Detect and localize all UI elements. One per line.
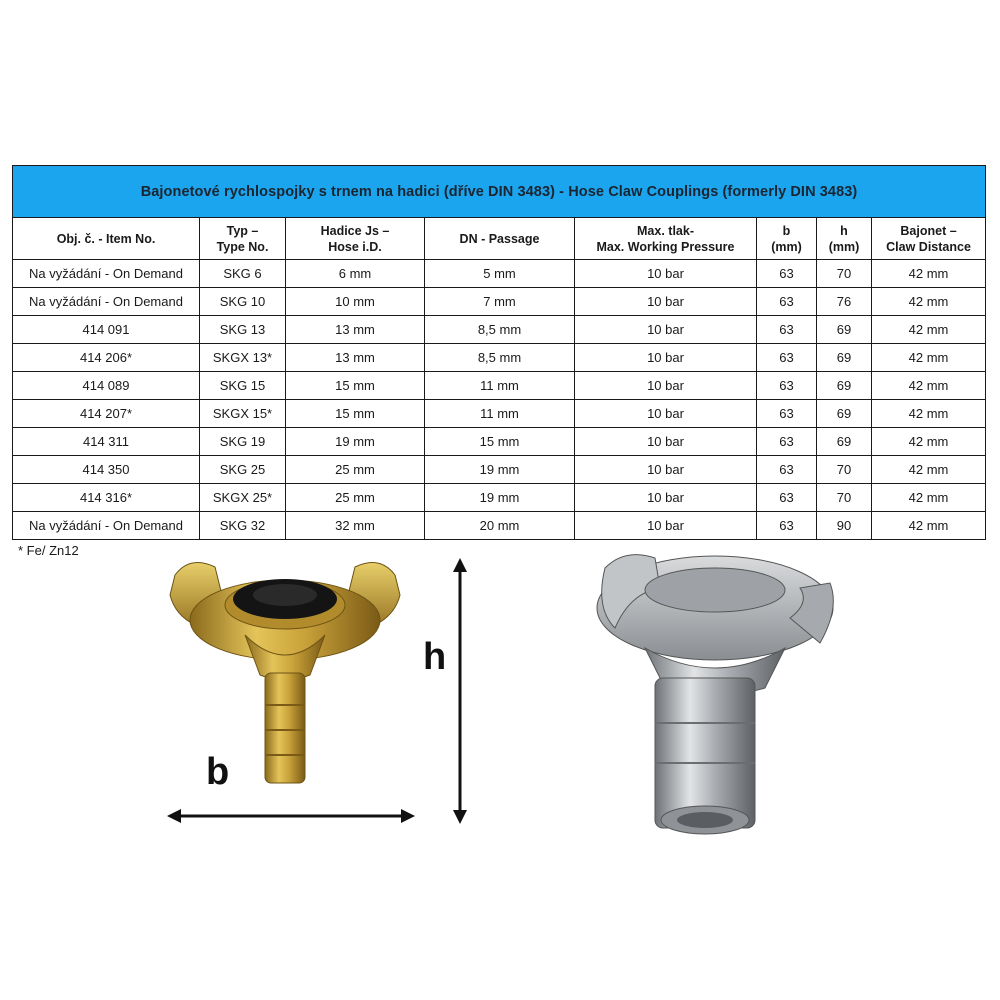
- column-header: [757, 218, 817, 260]
- table-cell: 19 mm: [286, 428, 425, 456]
- table-cell: 13 mm: [286, 316, 425, 344]
- table-cell: 414 091: [13, 316, 200, 344]
- table-cell: SKG 32: [200, 512, 286, 540]
- column-header: [286, 218, 425, 260]
- table-cell: SKG 10: [200, 288, 286, 316]
- column-header-line: Claw Distance: [886, 239, 971, 254]
- table-cell: 69: [817, 428, 872, 456]
- column-header-line: Hadice Js –: [320, 223, 390, 238]
- table-cell: 42 mm: [872, 484, 986, 512]
- table-cell: 10 bar: [575, 428, 757, 456]
- table-cell: 70: [817, 484, 872, 512]
- table-cell: 10 bar: [575, 484, 757, 512]
- table-row: [13, 512, 986, 540]
- column-header-line: (mm): [771, 239, 802, 254]
- table-cell: 63: [757, 512, 817, 540]
- table-cell: 42 mm: [872, 316, 986, 344]
- table-cell: 69: [817, 316, 872, 344]
- table-cell: 414 089: [13, 372, 200, 400]
- table-cell: SKGX 15*: [200, 400, 286, 428]
- column-header-line: DN - Passage: [459, 231, 540, 246]
- column-header-line: Obj. č. - Item No.: [56, 231, 156, 246]
- table-cell: 76: [817, 288, 872, 316]
- table-cell: 414 311: [13, 428, 200, 456]
- table-cell: 19 mm: [425, 456, 575, 484]
- table-cell: 414 207*: [13, 400, 200, 428]
- table-cell: 10 bar: [575, 400, 757, 428]
- steel-coupling-image: [585, 548, 855, 838]
- table-cell: 6 mm: [286, 260, 425, 288]
- table-body: [13, 260, 986, 540]
- table-row: [13, 484, 986, 512]
- table-cell: 10 bar: [575, 344, 757, 372]
- table-cell: 69: [817, 344, 872, 372]
- column-header-line: (mm): [828, 239, 860, 254]
- table-cell: 63: [757, 428, 817, 456]
- width-label: b: [206, 751, 230, 793]
- table-cell: SKG 13: [200, 316, 286, 344]
- table-cell: 63: [757, 260, 817, 288]
- table-cell: 70: [817, 456, 872, 484]
- table-cell: 10 mm: [286, 288, 425, 316]
- column-header-line: Max. tlak-: [637, 223, 694, 238]
- table-cell: 32 mm: [286, 512, 425, 540]
- column-header: [872, 218, 986, 260]
- table-cell: 42 mm: [872, 428, 986, 456]
- column-header-line: Hose i.D.: [328, 239, 382, 254]
- table-cell: 42 mm: [872, 372, 986, 400]
- column-header: [817, 218, 872, 260]
- table-cell: SKGX 25*: [200, 484, 286, 512]
- table-cell: 63: [757, 484, 817, 512]
- table-cell: 69: [817, 400, 872, 428]
- table-cell: 63: [757, 400, 817, 428]
- table-cell: 70: [817, 260, 872, 288]
- table-cell: 15 mm: [286, 400, 425, 428]
- table-cell: 5 mm: [425, 260, 575, 288]
- table-cell: SKG 25: [200, 456, 286, 484]
- table-cell: 42 mm: [872, 456, 986, 484]
- table-cell: 63: [757, 344, 817, 372]
- table-cell: Na vyžádání - On Demand: [13, 288, 200, 316]
- table-cell: 8,5 mm: [425, 316, 575, 344]
- table-cell: 11 mm: [425, 400, 575, 428]
- column-header-line: b: [782, 223, 791, 238]
- table-cell: 10 bar: [575, 372, 757, 400]
- table-row: [13, 344, 986, 372]
- column-header-line: Bajonet –: [900, 223, 957, 238]
- table-cell: 19 mm: [425, 484, 575, 512]
- table-cell: 25 mm: [286, 484, 425, 512]
- table-cell: 7 mm: [425, 288, 575, 316]
- height-label: h: [423, 636, 447, 678]
- column-header-line: Typ –: [226, 223, 259, 238]
- table-row: [13, 428, 986, 456]
- spec-table: [12, 165, 986, 540]
- table-cell: 42 mm: [872, 260, 986, 288]
- table-cell: 414 316*: [13, 484, 200, 512]
- table-row: [13, 316, 986, 344]
- table-cell: 15 mm: [286, 372, 425, 400]
- table-cell: 63: [757, 456, 817, 484]
- table-cell: SKGX 13*: [200, 344, 286, 372]
- column-header-line: Type No.: [216, 239, 269, 254]
- column-header: [200, 218, 286, 260]
- table-cell: 10 bar: [575, 316, 757, 344]
- table-cell: 42 mm: [872, 512, 986, 540]
- table-cell: 63: [757, 288, 817, 316]
- column-header: [425, 218, 575, 260]
- footnote: * Fe/ Zn12: [18, 543, 79, 558]
- table-row: [13, 288, 986, 316]
- table-row: [13, 400, 986, 428]
- table-cell: 10 bar: [575, 456, 757, 484]
- table-cell: 10 bar: [575, 512, 757, 540]
- table-cell: 63: [757, 316, 817, 344]
- table-cell: 8,5 mm: [425, 344, 575, 372]
- table-cell: Na vyžádání - On Demand: [13, 260, 200, 288]
- table-row: [13, 456, 986, 484]
- table-cell: 90: [817, 512, 872, 540]
- table-cell: SKG 19: [200, 428, 286, 456]
- column-header: [13, 218, 200, 260]
- table-cell: 10 bar: [575, 288, 757, 316]
- table-cell: 25 mm: [286, 456, 425, 484]
- table-cell: 42 mm: [872, 288, 986, 316]
- table-cell: 11 mm: [425, 372, 575, 400]
- table-cell: 10 bar: [575, 260, 757, 288]
- column-header-line: h: [840, 223, 848, 238]
- table-cell: 15 mm: [425, 428, 575, 456]
- table-title: Bajonetové rychlospojky s trnem na hadici (dříve DIN 3483) - Hose Claw Couplings (formerly DIN 3483): [13, 166, 986, 218]
- table-header-row: [13, 218, 986, 260]
- table-cell: 69: [817, 372, 872, 400]
- table-cell: 13 mm: [286, 344, 425, 372]
- table-cell: 414 350: [13, 456, 200, 484]
- column-header-line: Max. Working Pressure: [596, 239, 735, 254]
- table-row: [13, 260, 986, 288]
- table-cell: 414 206*: [13, 344, 200, 372]
- table-cell: 42 mm: [872, 344, 986, 372]
- table-cell: Na vyžádání - On Demand: [13, 512, 200, 540]
- table-cell: 20 mm: [425, 512, 575, 540]
- table-cell: 63: [757, 372, 817, 400]
- column-header: [575, 218, 757, 260]
- table-cell: SKG 6: [200, 260, 286, 288]
- table-row: [13, 372, 986, 400]
- table-cell: 42 mm: [872, 400, 986, 428]
- table-cell: SKG 15: [200, 372, 286, 400]
